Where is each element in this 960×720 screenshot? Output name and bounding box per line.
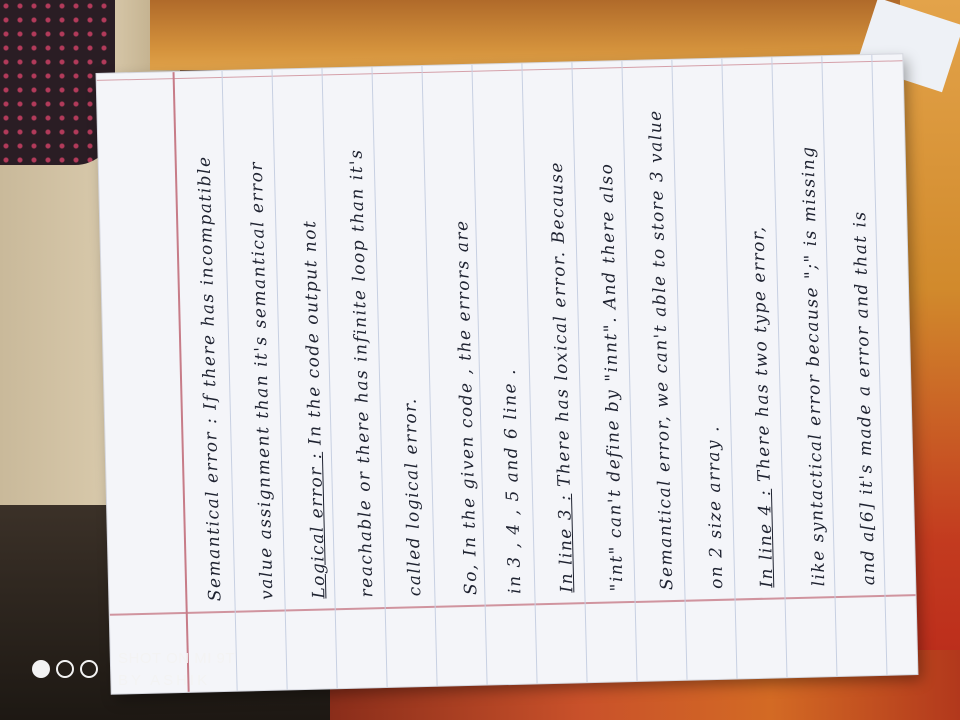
- text-line-1: Semantical error : If there has incompatible: [194, 155, 226, 602]
- text-line-10: Semantical error, we can't able to store 3 value: [645, 109, 678, 591]
- text-line-13: like syntactical error because ";" is missing: [798, 145, 830, 587]
- watermark-line-1: SHOT ON MI 9T: [118, 650, 236, 667]
- text-line-8: In line 3 : There has loxical error. Because: [546, 160, 578, 593]
- text-line-7: in 3 , 4 , 5 and 6 line .: [499, 367, 526, 595]
- watermark-line-2: BY ASHIK: [118, 672, 211, 689]
- handwritten-text: [97, 54, 918, 694]
- text-line-5: called logical error.: [400, 397, 426, 597]
- text-line-14: and a[6] it's made a error and that is: [850, 210, 880, 586]
- camera-watermark: [30, 650, 290, 700]
- watermark-dots-icon: [30, 656, 102, 684]
- text-line-12: In line 4 : There has two type error,: [748, 225, 778, 588]
- text-line-6: So, In the given code , the errors are: [452, 219, 482, 596]
- text-line-3: Logical error : In the code output not: [300, 219, 330, 599]
- text-line-9: "int" can't define by "innt". And there also: [596, 162, 628, 592]
- notebook-page: [97, 54, 918, 694]
- text-line-4: reachable or there has infinite loop than it's: [346, 148, 378, 598]
- text-line-2: value assignment than it's semantical error: [246, 160, 278, 601]
- text-line-11: on 2 size array .: [703, 424, 728, 590]
